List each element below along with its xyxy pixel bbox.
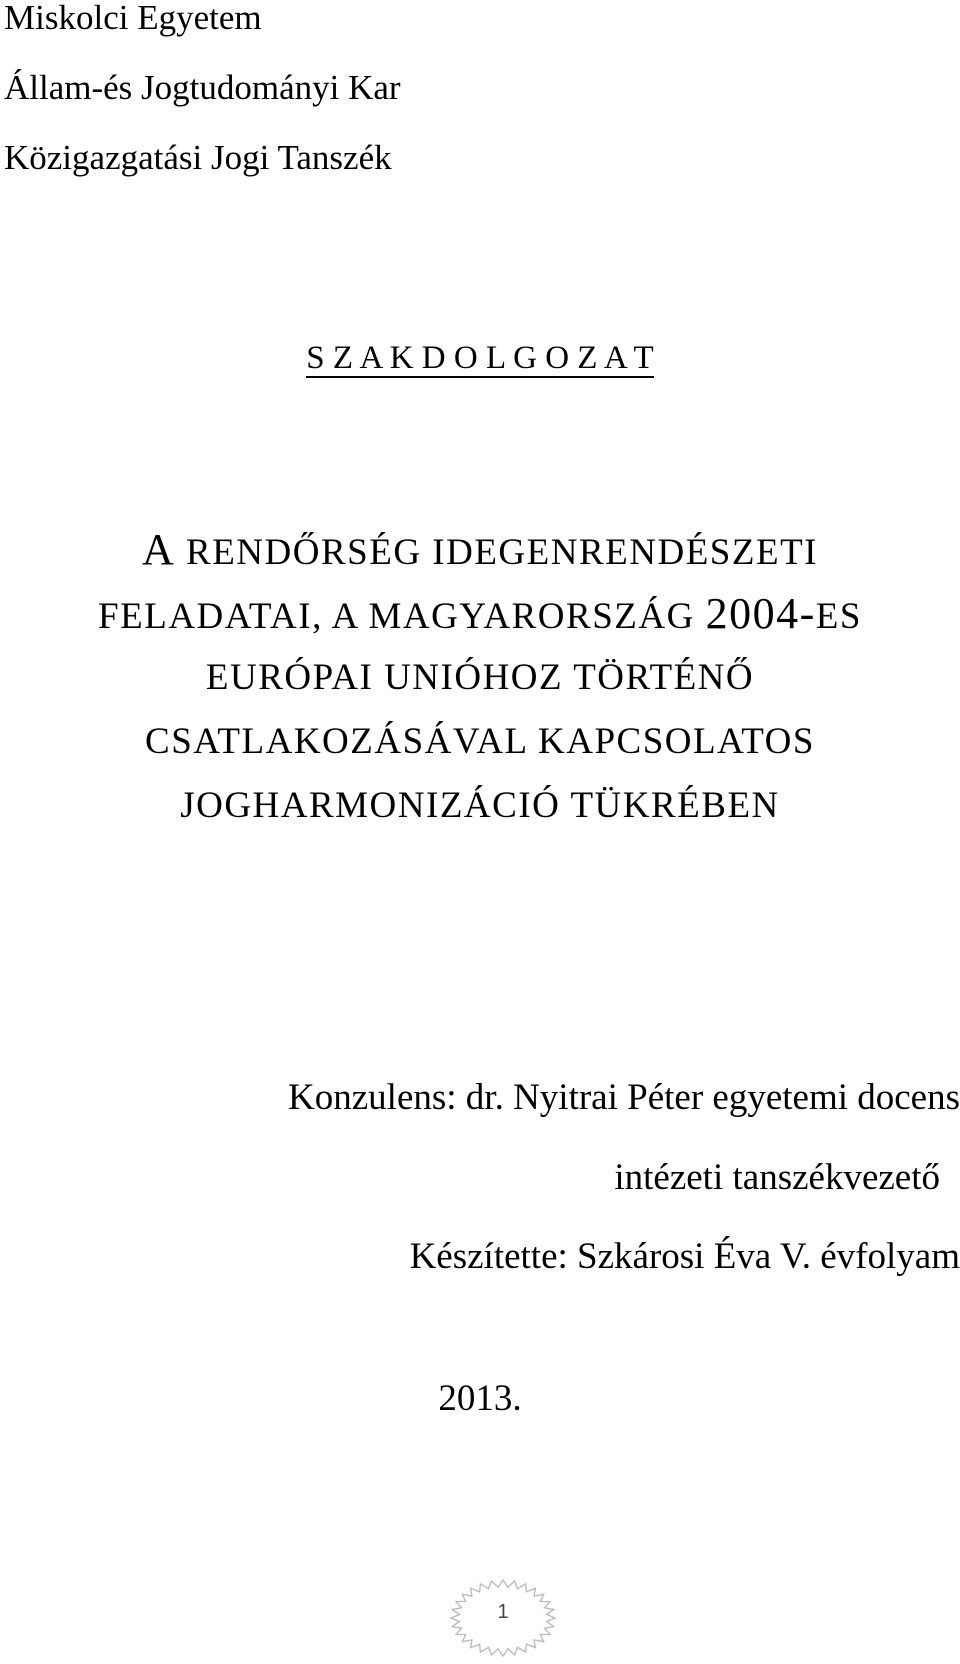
title-line-4: CSATLAKOZÁSÁVAL KAPCSOLATOS — [145, 721, 815, 762]
consultant-role-line: intézeti tanszékvezető — [614, 1157, 940, 1198]
title-line-1-text: RENDŐRSÉG IDEGENRENDÉSZETI — [175, 532, 818, 573]
title-line-3: EURÓPAI UNIÓHOZ TÖRTÉNŐ — [205, 657, 755, 698]
title-initial: A — [141, 525, 176, 574]
thesis-title — [0, 518, 960, 838]
title-line-2-text-b: ES — [815, 596, 862, 637]
title-line-2 — [0, 582, 960, 646]
page-number: 1 — [497, 1601, 509, 1623]
department-name: Közigazgatási Jogi Tanszék — [4, 138, 392, 177]
university-name: Miskolci Egyetem — [4, 0, 262, 37]
institution-header — [4, 0, 401, 210]
faculty-name: Állam-és Jogtudományi Kar — [4, 68, 401, 107]
title-year: 2004- — [705, 589, 816, 638]
document-type-label: S Z A K D O L G O Z A T — [306, 340, 654, 376]
consultant-line: Konzulens: dr. Nyitrai Péter egyetemi docens — [288, 1077, 960, 1118]
submission-year: 2013. — [438, 1378, 522, 1419]
page-number-badge — [448, 1578, 558, 1658]
title-line-2-text-a: FELADATAI, A MAGYARORSZÁG — [98, 596, 706, 637]
title-line-5: JOGHARMONIZÁCIÓ TÜKRÉBEN — [180, 785, 780, 826]
title-line-1 — [0, 518, 960, 582]
document-type-heading — [0, 338, 960, 378]
author-line: Készítette: Szkárosi Éva V. évfolyam — [409, 1236, 960, 1277]
